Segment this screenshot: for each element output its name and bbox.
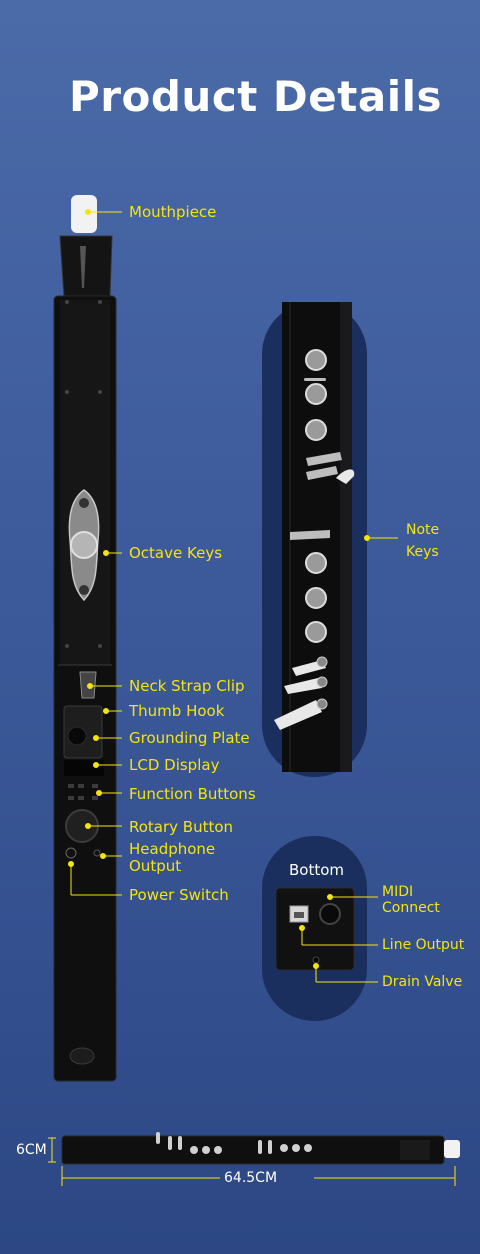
label-lcd-display: LCD Display <box>129 756 220 774</box>
label-midi-line1: MIDI <box>382 884 414 900</box>
page-title: Product Details <box>69 72 442 121</box>
label-headphone-output <box>129 841 215 875</box>
label-thumb-hook: Thumb Hook <box>129 702 225 720</box>
side-view-body <box>62 1136 444 1164</box>
label-power-switch: Power Switch <box>129 886 229 904</box>
label-octave-keys: Octave Keys <box>129 544 223 562</box>
label-bottom-heading: Bottom <box>289 861 345 879</box>
label-midi-line2: Connect <box>382 900 440 916</box>
dimension-length: 64.5CM <box>224 1170 278 1186</box>
label-note-line1: Note <box>406 522 440 538</box>
dimension-height: 6CM <box>16 1142 47 1158</box>
label-headphone-line2: Output <box>129 857 182 875</box>
label-keys-line2: Keys <box>406 544 439 560</box>
label-line-output: Line Output <box>382 937 465 953</box>
label-neck-strap-clip: Neck Strap Clip <box>129 677 245 695</box>
label-drain-valve: Drain Valve <box>382 974 463 990</box>
label-headphone-line1: Headphone <box>129 840 216 858</box>
label-mouthpiece: Mouthpiece <box>129 203 217 221</box>
label-note-keys <box>406 519 439 563</box>
label-midi-connect <box>382 884 440 916</box>
label-function-buttons: Function Buttons <box>129 785 256 803</box>
label-grounding-plate: Grounding Plate <box>129 729 250 747</box>
label-rotary-button: Rotary Button <box>129 818 234 836</box>
